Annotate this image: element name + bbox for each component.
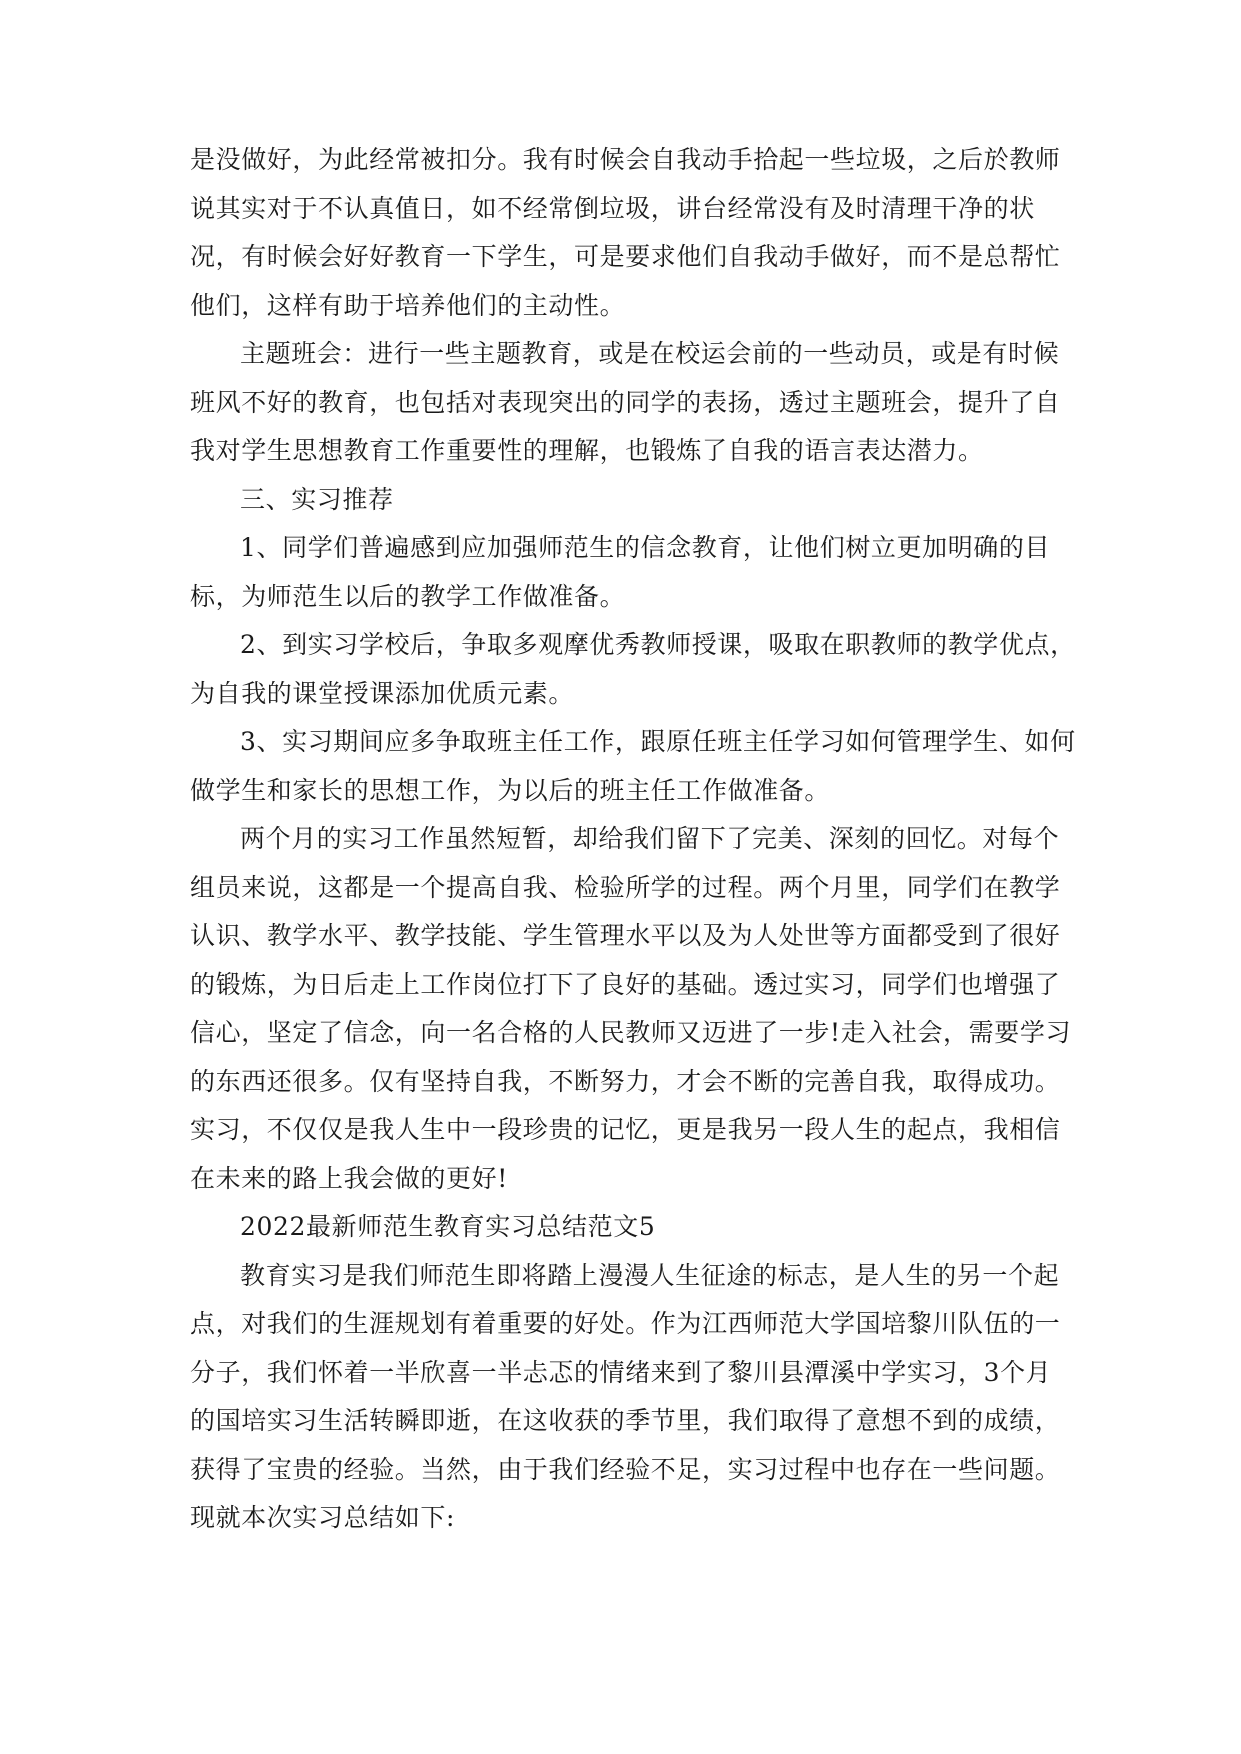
text-line: 做学生和家长的思想工作，为以后的班主任工作做准备。 (190, 775, 831, 805)
text-line: 的国培实习生活转瞬即逝，在这收获的季节里，我们取得了意想不到的成绩， (190, 1406, 1061, 1435)
text-line: 3、实习期间应多争取班主任工作，跟原任班主任学习如何管理学生、如何 (240, 727, 1076, 756)
text-line: 实习，不仅仅是我人生中一段珍贵的记忆，更是我另一段人生的起点，我相信 (190, 1115, 1061, 1144)
text-line: 的东西还很多。仅有坚持自我，不断努力，才会不断的完善自我，取得成功。 (190, 1066, 1061, 1096)
text-line: 获得了宝贵的经验。当然，由于我们经验不足，实习过程中也存在一些问题。 (190, 1454, 1061, 1484)
text-line: 点，对我们的生涯规划有着重要的好处。作为江西师范大学国培黎川队伍的一 (190, 1309, 1061, 1338)
text-line: 我对学生思想教育工作重要性的理解，也锻炼了自我的语言表达潜力。 (190, 436, 984, 465)
text-line: 分子，我们怀着一半欣喜一半忐忑的情绪来到了黎川县潭溪中学实习，3个月 (190, 1357, 1052, 1387)
text-line: 信心，坚定了信念，向一名合格的人民教师又迈进了一步!走入社会，需要学习 (190, 1018, 1072, 1047)
text-line: 1、同学们普遍感到应加强师范生的信念教育，让他们树立更加明确的目 (240, 533, 1051, 562)
text-line: 他们，这样有助于培养他们的主动性。 (190, 290, 626, 320)
text-line: 况，有时候会好好教育一下学生，可是要求他们自我动手做好，而不是总帮忙 (190, 242, 1061, 271)
text-line: 主题班会：进行一些主题教育，或是在校运会前的一些动员，或是有时候 (240, 339, 1060, 368)
text-line: 标，为师范生以后的教学工作做准备。 (190, 581, 626, 611)
text-line: 两个月的实习工作虽然短暂，却给我们留下了完美、深刻的回忆。对每个 (240, 824, 1060, 853)
text-line: 2、到实习学校后，争取多观摩优秀教师授课，吸取在职教师的教学优点， (240, 630, 1076, 659)
text-line: 三、实习推荐 (240, 484, 394, 514)
document-body (190, 136, 1076, 1543)
text-line: 教育实习是我们师范生即将踏上漫漫人生征途的标志，是人生的另一个起 (240, 1260, 1060, 1290)
text-line: 现就本次实习总结如下: (190, 1503, 456, 1532)
text-line: 组员来说，这都是一个提高自我、检验所学的过程。两个月里，同学们在教学 (190, 872, 1061, 902)
text-line: 的锻炼，为日后走上工作岗位打下了良好的基础。透过实习，同学们也增强了 (190, 969, 1061, 999)
text-line: 班风不好的教育，也包括对表现突出的同学的表扬，透过主题班会，提升了自 (190, 387, 1061, 417)
text-line: 认识、教学水平、教学技能、学生管理水平以及为人处世等方面都受到了很好 (190, 921, 1061, 950)
text-line: 说其实对于不认真值日，如不经常倒垃圾，讲台经常没有及时清理干净的状 (190, 193, 1035, 223)
text-line: 在未来的路上我会做的更好! (190, 1163, 508, 1193)
text-line: 为自我的课堂授课添加优质元素。 (190, 678, 575, 708)
text-line: 2022最新师范生教育实习总结范文5 (240, 1212, 656, 1241)
text-line: 是没做好，为此经常被扣分。我有时候会自我动手拾起一些垃圾，之后於教师 (190, 145, 1061, 174)
